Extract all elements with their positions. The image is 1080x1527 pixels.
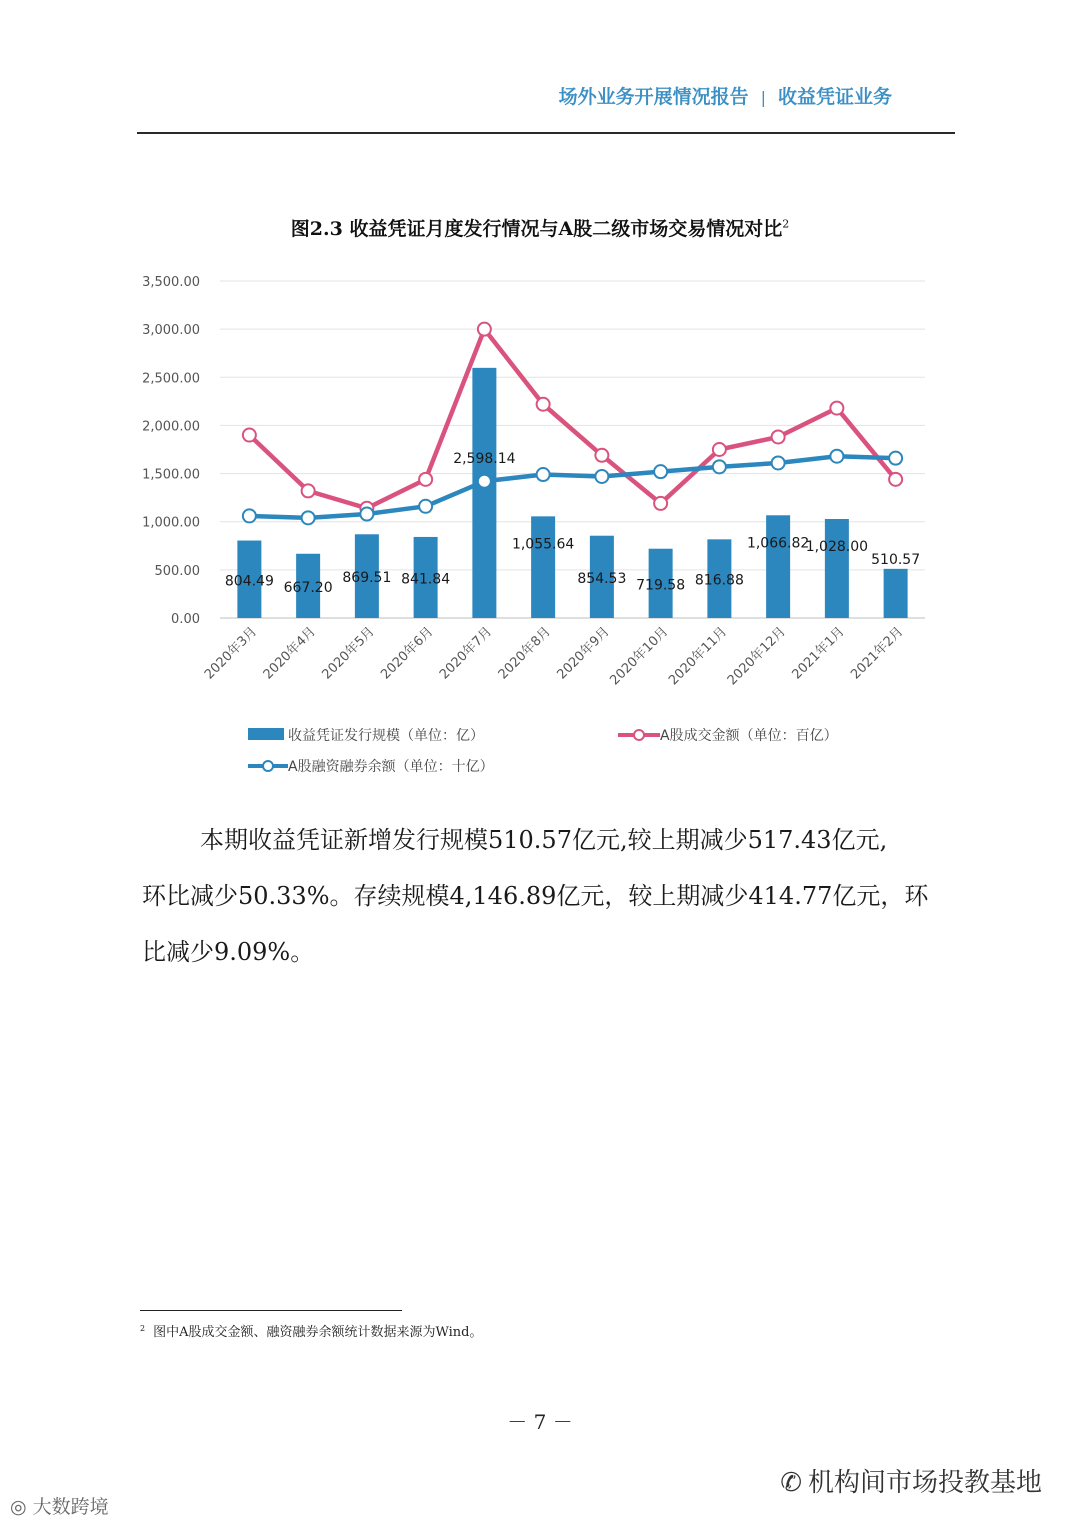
turnover-point: [478, 323, 491, 336]
legend-label-margin: A股融资融券余额（单位：十亿）: [288, 759, 494, 775]
header-section-title: 收益凭证业务: [777, 86, 892, 108]
legend-label-turnover: A股成交金额（单位：百亿）: [660, 728, 838, 744]
paragraph-line-3: 比减少9.09%。: [142, 938, 315, 966]
legend-marker-turnover: [634, 730, 644, 740]
watermark-right-text: 机构间市场投教基地: [807, 1468, 1042, 1498]
header-rule: [137, 132, 955, 134]
wechat-icon: ✆: [780, 1468, 802, 1498]
margin-balance-point: [537, 468, 550, 481]
margin-balance-point: [595, 470, 608, 483]
x-tick-label: 2020年9月: [554, 624, 613, 683]
y-tick-label: 2,500.00: [142, 371, 200, 387]
figure-title-text: 图2.3 收益凭证月度发行情况与A股二级市场交易情况对比: [290, 218, 783, 240]
bar-data-label: 1,066.82: [746, 535, 810, 552]
bar: [766, 515, 790, 618]
bar: [531, 516, 555, 618]
legend-marker-margin: [263, 761, 273, 771]
x-tick-label: 2020年7月: [436, 624, 496, 683]
watermark-left: [10, 1492, 109, 1519]
bar-data-label: 2,598.14: [453, 450, 516, 467]
x-tick-label: 2021年1月: [789, 624, 848, 683]
bar: [472, 368, 496, 618]
turnover-point: [537, 398, 550, 411]
x-tick-label: 2020年12月: [724, 624, 789, 689]
running-header: [559, 82, 892, 109]
turnover-point: [595, 449, 608, 462]
legend-swatch-issuance: [248, 728, 284, 740]
header-report-title: 场外业务开展情况报告: [558, 86, 749, 108]
margin-balance-point: [419, 500, 432, 513]
margin-balance-point: [772, 456, 785, 469]
watermark-right: [780, 1462, 1042, 1499]
bar-data-label: 719.58: [636, 577, 686, 594]
margin-balance-point: [478, 475, 491, 488]
bar-data-label: 841.84: [401, 571, 451, 588]
bar-data-label: 854.53: [577, 570, 627, 587]
y-tick-label: 3,500.00: [142, 275, 200, 290]
x-tick-label: 2020年5月: [319, 624, 378, 683]
y-tick-label: 1,000.00: [142, 515, 200, 531]
turnover-line: [249, 329, 895, 508]
turnover-point: [772, 430, 785, 443]
footnote-text: 图中A股成交金额、融资融券余额统计数据来源为Wind。: [153, 1325, 483, 1340]
turnover-point: [830, 402, 843, 415]
turnover-point: [243, 429, 256, 442]
turnover-point: [419, 473, 432, 486]
bar-data-label: 510.57: [871, 551, 921, 568]
margin-balance-point: [360, 508, 373, 521]
body-paragraph: [142, 812, 960, 980]
x-tick-label: 2020年8月: [495, 624, 554, 683]
footnote-rule: [140, 1310, 402, 1311]
y-tick-label: 0.00: [171, 612, 200, 627]
y-tick-label: 3,000.00: [142, 323, 200, 339]
bar: [884, 569, 908, 618]
legend-label-issuance: 收益凭证发行规模（单位：亿）: [288, 728, 484, 744]
bar-data-label: 667.20: [283, 579, 333, 596]
x-tick-label: 2020年6月: [378, 624, 437, 683]
margin-balance-point: [654, 465, 667, 478]
y-tick-label: 500.00: [154, 563, 200, 579]
x-tick-label: 2020年11月: [666, 624, 731, 689]
paragraph-line-2: 环比减少50.33%。存续规模4,146.89亿元，较上期减少414.77亿元，环: [142, 882, 929, 910]
turnover-point: [302, 484, 315, 497]
figure-title: [0, 214, 1080, 241]
bar-data-label: 869.51: [342, 570, 392, 587]
bar-data-label: 1,055.64: [511, 536, 575, 553]
margin-balance-point: [830, 450, 843, 463]
page-number: － 7 －: [507, 1410, 573, 1434]
bar-data-label: 816.88: [694, 572, 744, 589]
figure-footnote-ref: 2: [782, 217, 790, 231]
bar-data-label: 804.49: [224, 573, 274, 590]
footnote: [140, 1321, 482, 1340]
footnote-marker: 2: [140, 1323, 146, 1333]
margin-balance-point: [889, 452, 902, 465]
turnover-point: [654, 497, 667, 510]
turnover-point: [889, 473, 902, 486]
x-tick-label: 2020年4月: [260, 624, 319, 683]
weibo-icon: ◎: [10, 1496, 27, 1518]
combo-chart: [120, 255, 960, 795]
margin-balance-point: [302, 511, 315, 524]
paragraph-line-1: 本期收益凭证新增发行规模510.57亿元,较上期减少517.43亿元,: [200, 826, 888, 854]
margin-balance-point: [243, 509, 256, 522]
x-tick-label: 2020年3月: [201, 624, 261, 683]
turnover-point: [713, 443, 726, 456]
watermark-left-text: 大数跨境: [32, 1496, 109, 1518]
y-tick-label: 1,500.00: [142, 467, 200, 483]
bar: [825, 519, 849, 618]
bar-data-label: 1,028.00: [805, 539, 869, 556]
y-tick-label: 2,000.00: [142, 419, 200, 435]
x-tick-label: 2020年10月: [607, 624, 672, 689]
margin-balance-point: [713, 460, 726, 473]
header-separator: |: [760, 88, 766, 107]
x-tick-label: 2021年2月: [848, 624, 907, 683]
margin-balance-line: [249, 456, 895, 518]
